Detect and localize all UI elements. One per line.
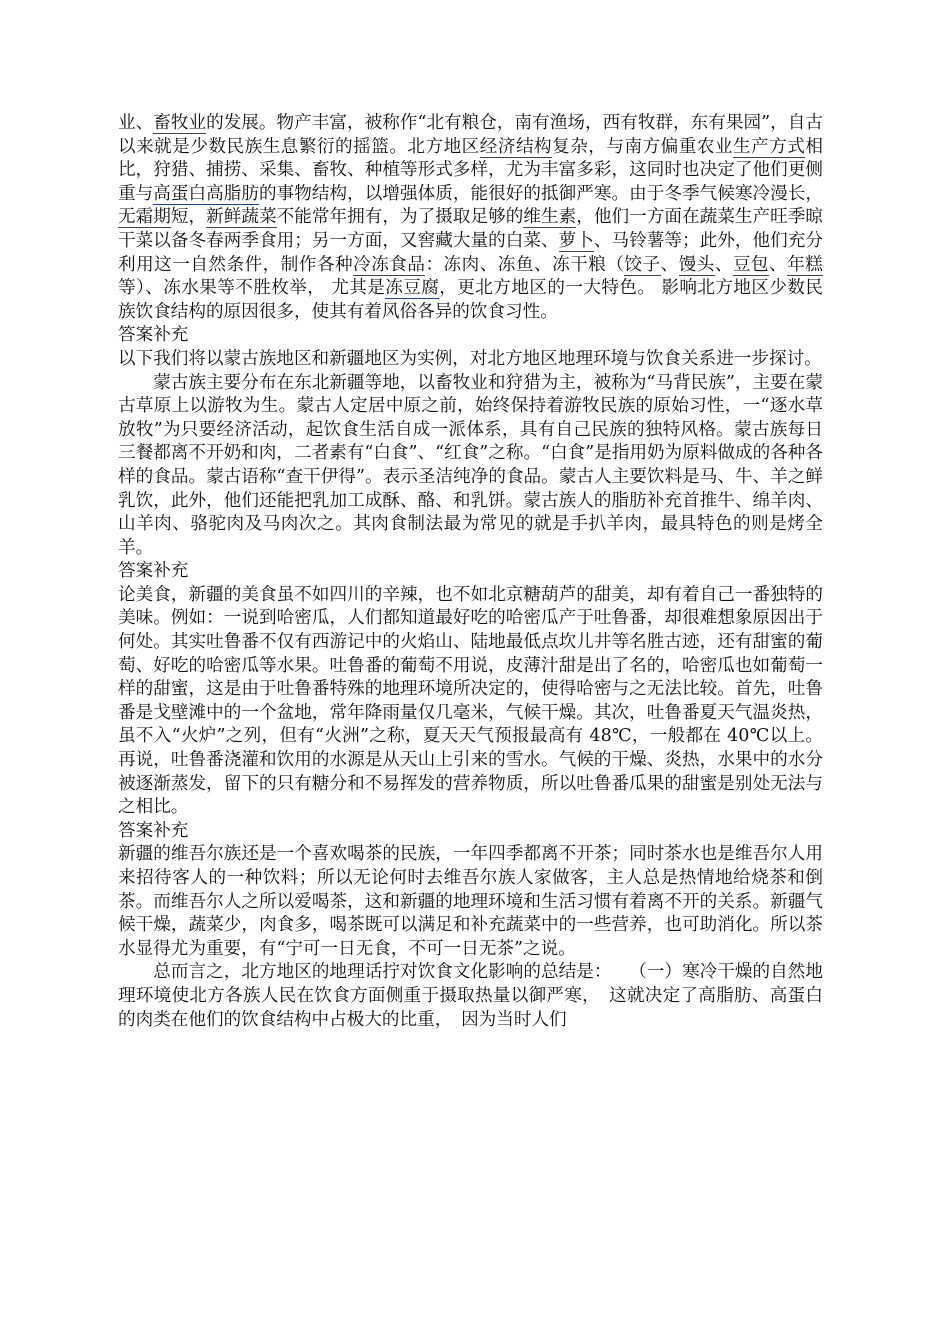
- answer-supplement-label: 答案补充: [118, 561, 189, 582]
- text-segment: 不能常年拥有，为了摄取足够的: [276, 207, 524, 228]
- text-segment: 短，: [170, 207, 207, 228]
- text-segment: 相比，狩猎、捕捞、采集、畜牧、种植等形式多样，尤为丰富多彩，这同时也决定了他们更侧重与: [118, 136, 823, 204]
- link-frost-free-period[interactable]: 无霜期: [118, 207, 171, 228]
- link-radish[interactable]: 萝卜: [558, 230, 594, 251]
- text-segment: ：冻肉、冻鱼、冻干粮（: [425, 254, 625, 275]
- text-segment: 、: [660, 254, 679, 275]
- link-high-protein[interactable]: 高蛋白: [153, 183, 207, 204]
- link-bean-buns[interactable]: 豆包: [732, 254, 770, 275]
- paragraph-uyghur-tea: 新疆的维吾尔族还是一个喜欢喝茶的民族，一年四季都离不开茶；同时茶水也是维吾尔人用来招待客人的一种饮料；所以无论何时去维吾尔族人家做客，主人总是热情地给烧茶和倒茶。而维吾尔人之所以爱喝茶，这和新疆的地理环境和生活习惯有着离不开的关系。新疆气候干燥，蔬菜少，肉食多，喝茶既可以满足和补充蔬菜中的一些营养，也可助消化。所以茶水显得尤为重要，有“宁可一日无食，不可一日无茶”之说。: [118, 844, 823, 959]
- answer-supplement-label: 答案补充: [118, 325, 189, 346]
- paragraph-summary: 总而言之，北方地区的地理话拧对饮食文化影响的总结是： （一）寒冷干燥的自然地理环境使北方各族人民在饮食方面侧重于摄取热量以御严寒， 这就决定了高脂肪、高蛋白的肉类在他们的饮食结构中占极大的比重， 因为当时人们: [118, 962, 823, 1030]
- text-segment: 、: [769, 254, 788, 275]
- link-economic-structure[interactable]: 经济结构: [479, 136, 553, 157]
- answer-supplement-label: 答案补充: [118, 820, 189, 841]
- link-high-fat[interactable]: 高脂肪: [206, 183, 259, 204]
- link-rice-cake[interactable]: 年糕: [787, 254, 823, 275]
- text-segment: 等）、冻水果等不胜枚举， 尤其是: [118, 278, 386, 299]
- text-segment: 、马铃薯等；此外，他们充分利用这一自然条件，制作各种: [118, 230, 823, 275]
- link-production-mode[interactable]: 生产方式: [733, 136, 806, 157]
- paragraph-mongolian: 蒙古族主要分布在东北新疆等地，以畜牧业和狩猎为主，被称为“马背民族”，主要在蒙古草原上以游牧为生。蒙古人定居中原之前，始终保持着游牧民族的原始习性，一“逐水草放牧”为只要经济活动，起饮食生活自成一派体系，具有自己民族的独特风格。蒙古族每日三餐都离不开奶和肉，二者素有“白食”、“红食”之称。“白食”是指用奶为原料做成的各种各样的食品。蒙古语称“查干伊得”。表示圣洁纯净的食品。蒙古人主要饮料是马、牛、羊之鲜乳饮，此外，他们还能把乳加工成酥、酪、和乳饼。蒙古族人的脂肪补充首推牛、绵羊肉、山羊肉、骆驼肉及马肉次之。其肉食制法最为常见的就是手扒羊肉，最具特色的则是烤全羊。: [118, 372, 823, 558]
- text-segment: 的发展。物产丰富，被称作“北有粮仓，南有渔场，西有牧群，东有果园”，自古以来就是少数民族生息繁衍的摇篮。北方地区: [118, 113, 823, 157]
- text-segment: ，他们一方面在蔬菜生产旺季晾干菜以备冬春两季食用；另一方面，又窖藏大量的白菜、: [118, 207, 823, 251]
- document-page: [118, 112, 823, 1032]
- text-segment: 业、: [118, 113, 154, 133]
- text-segment: 复杂，与南方偏重农业: [552, 136, 734, 157]
- text-segment: ，更北方地区的一大特色。 影响北方地区少数民族饮食结构的原因很多，使其有着风俗各异的饮食习性。: [118, 278, 823, 322]
- text-segment: 的事物结构，以增强体质，能很好的抵御严寒。由于冬季气候寒冷漫长，: [259, 183, 823, 204]
- paragraph-intro: 以下我们将以蒙古族地区和新疆地区为实例，对北方地区地理环境与饮食关系进一步探讨。: [118, 348, 822, 369]
- link-dumplings[interactable]: 饺子: [624, 254, 661, 275]
- paragraph-northern-diet: [118, 112, 823, 324]
- link-vitamins[interactable]: 维生素: [523, 207, 577, 228]
- link-steamed-buns[interactable]: 馒头: [678, 254, 715, 275]
- link-fresh-vegetables[interactable]: 新鲜蔬菜: [206, 207, 277, 228]
- link-frozen-tofu[interactable]: 冻豆腐: [385, 278, 440, 299]
- link-frozen-food[interactable]: 冷冻食品: [353, 254, 426, 275]
- link-animal-husbandry[interactable]: 畜牧业: [153, 113, 207, 133]
- paragraph-xinjiang-food: 论美食，新疆的美食虽不如四川的辛辣，也不如北京糖葫芦的甜美，却有着自己一番独特的美味。例如：一说到哈密瓜，人们都知道最好吃的哈密瓜产于吐鲁番，却很难想象原因出于何处。其实吐鲁番不仅有西游记中的火焰山、陆地最低点坎儿井等名胜古迹，还有甜蜜的葡萄、好吃的哈密瓜等水果。吐鲁番的葡萄不用说，皮薄汁甜是出了名的，哈密瓜也如葡萄一样的甜蜜，这是由于吐鲁番特殊的地理环境所决定的，使得哈密与之无法比较。首先，吐鲁番是戈壁滩中的一个盆地，常年降雨量仅几毫米，气候干燥。其次，吐鲁番夏天气温炎热，虽不入“火炉”之列，但有“火洲”之称，夏天天气预报最高有 48℃，一般都在 40℃以上。再说，吐鲁番浇灌和饮用的水源是从天山上引来的雪水。气候的干燥、炎热，水果中的水分被逐渐蒸发，留下的只有糖分和不易挥发的营养物质，所以吐鲁番瓜果的甜蜜是别处无法与之相比。: [118, 584, 823, 818]
- text-segment: 、: [714, 254, 733, 275]
